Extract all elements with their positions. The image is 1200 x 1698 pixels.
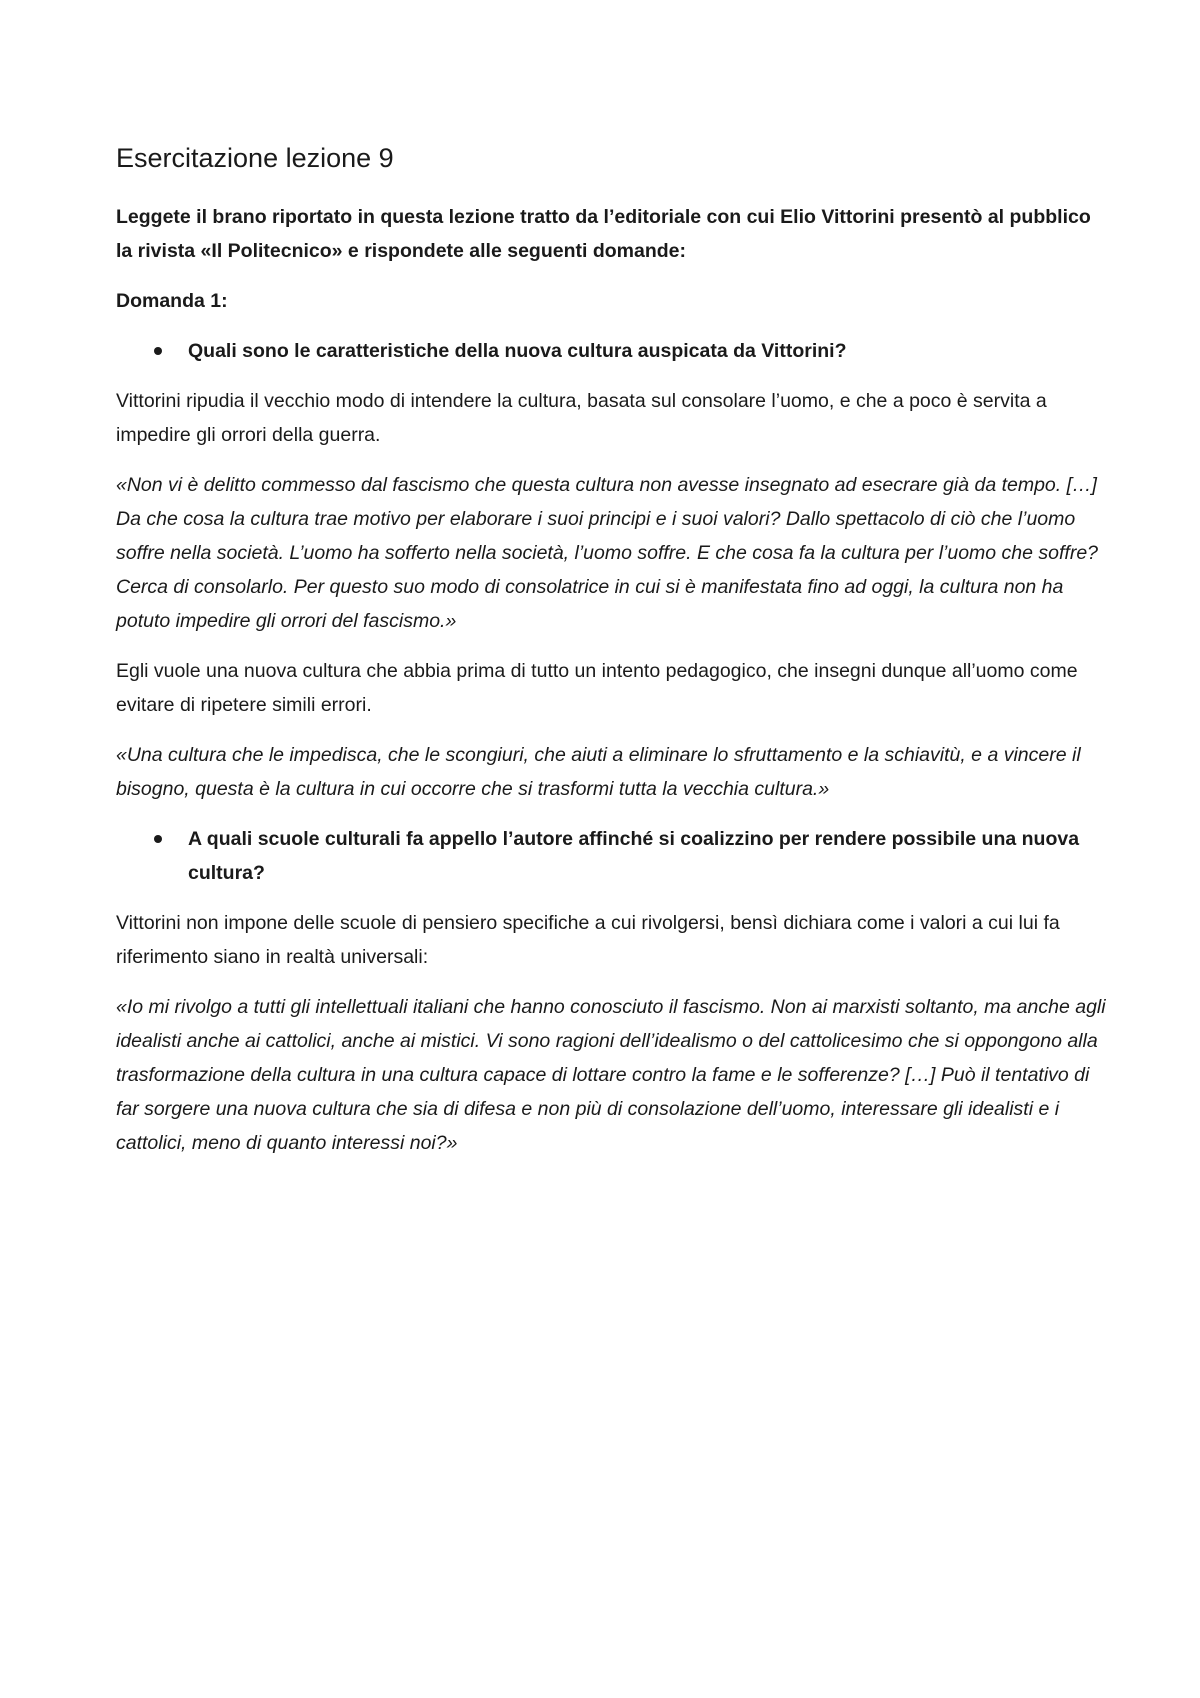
- quote-paragraph-2: «Una cultura che le impedisca, che le scongiuri, che aiuti a eliminare lo sfruttamento e la schiavitù, e a vincere il bisogno, questa è la cultura in cui occorre che si trasformi tutta la vecchia cultura.»: [116, 744, 1081, 801]
- quote-paragraph-3: «Io mi rivolgo a tutti gli intellettuali italiani che hanno conosciuto il fascismo. Non ai marxisti soltanto, ma anche agli idealisti anche ai cattolici, anche ai mistici. Vi sono ragioni dell’idealismo o del cattolicesimo che si oppongono alla trasformazione della cultura in una cultura capace di lottare contro la fame e le sofferenze? […] Può il tentativo di far sorgere una nuova cultura che sia di difesa e non più di consolazione dell’uomo, interessare gli idealisti e i cattolici, meno di quanto interessi noi?»: [116, 996, 1106, 1155]
- bullet-question-1-text: Quali sono le caratteristiche della nuova cultura auspicata da Vittorini?: [188, 340, 847, 363]
- bullet-question-2: [116, 822, 1106, 890]
- bullet-dot-icon: [154, 835, 162, 843]
- question-heading: Domanda 1:: [116, 290, 228, 313]
- bullet-question-1: [116, 334, 1106, 368]
- bullet-dot-icon: [154, 347, 162, 355]
- document-page: [116, 142, 1106, 1176]
- bullet-question-2-text: A quali scuole culturali fa appello l’autore affinché si coalizzino per rendere possibile una nuova cultura?: [188, 828, 1080, 885]
- answer-paragraph-3: Vittorini non impone delle scuole di pensiero specifiche a cui rivolgersi, bensì dichiara come i valori a cui lui fa riferimento siano in realtà universali:: [116, 912, 1060, 969]
- answer-paragraph-1: Vittorini ripudia il vecchio modo di intendere la cultura, basata sul consolare l’uomo, e che a poco è servita a impedire gli orrori della guerra.: [116, 390, 1047, 447]
- quote-paragraph-1: «Non vi è delitto commesso dal fascismo che questa cultura non avesse insegnato ad esecrare già da tempo. […] Da che cosa la cultura trae motivo per elaborare i suoi principi e i suoi valori? Dallo spettacolo di ciò che l’uomo soffre nella società. L’uomo ha sofferto nella società, l’uomo soffre. E che cosa fa la cultura per l’uomo che soffre? Cerca di consolarlo. Per questo suo modo di consolatrice in cui si è manifestata fino ad oggi, la cultura non ha potuto impedire gli orrori del fascismo.»: [116, 474, 1099, 633]
- document-title: Esercitazione lezione 9: [116, 143, 394, 173]
- answer-paragraph-2: Egli vuole una nuova cultura che abbia prima di tutto un intento pedagogico, che insegni dunque all’uomo come evitare di ripetere simili errori.: [116, 660, 1078, 717]
- intro-paragraph: Leggete il brano riportato in questa lezione tratto da l’editoriale con cui Elio Vittorini presentò al pubblico la rivista «Il Politecnico» e rispondete alle seguenti domande:: [116, 206, 1091, 263]
